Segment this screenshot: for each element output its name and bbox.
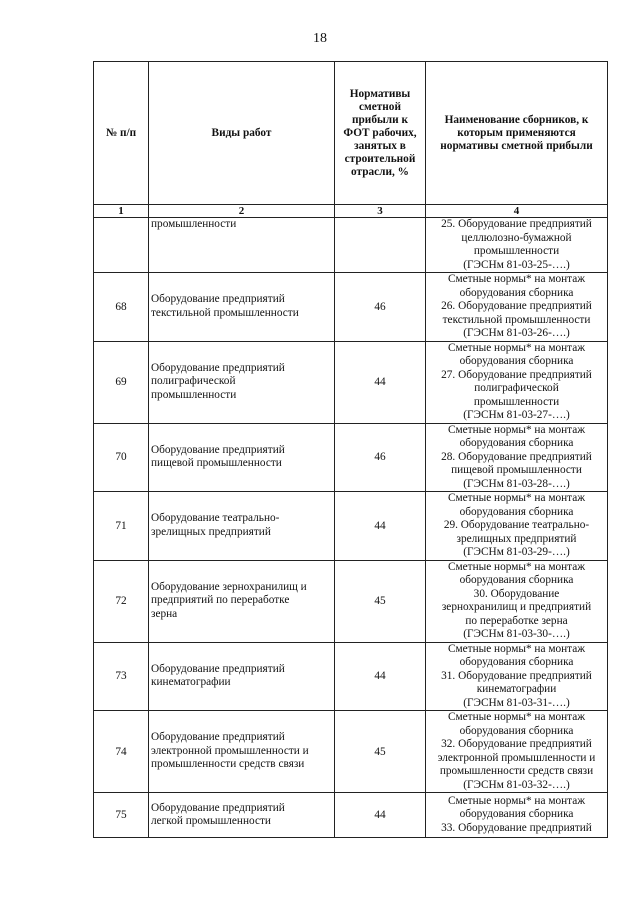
work-type [149,423,335,492]
collection-line: 27. Оборудование предприятий [441,368,592,381]
table-row [94,218,608,273]
collection-line: промышленности [473,395,560,408]
work-type-line: Оборудование предприятий [151,662,285,675]
work-type-line: полиграфической [151,375,236,388]
header-line: Наименование сборников, к [444,113,589,126]
collection-line: 31. Оборудование предприятий [441,669,592,682]
header-line: строительной [344,152,416,165]
header-number: № п/п [94,62,149,205]
header-line: отрасли, % [351,165,409,178]
collection-line: (ГЭСНм 81-03-26-….) [463,327,570,339]
work-type [149,341,335,423]
collection-line: Сметные нормы* на монтаж [447,492,586,504]
work-type [149,273,335,342]
collection-line: оборудования сборника [459,437,574,449]
table-row [94,560,608,642]
work-type-line: Оборудование театрально- [151,512,280,525]
collection-line: (ГЭСНм 81-03-25-….) [463,258,570,271]
collection-line: зрелищных предприятий [456,532,577,545]
table-row [94,341,608,423]
header-collections [426,62,608,205]
collection-line: 26. Оборудование предприятий [441,300,592,312]
collection-line: 28. Оборудование предприятий [441,450,592,463]
work-type-line: Оборудование зернохранилищ и [151,580,307,593]
profit-norm-value: 45 [335,560,426,642]
header-line: которым применяются [457,126,576,139]
collection-line: текстильной промышленности [442,313,591,326]
collection-line: по переработке зерна [465,614,568,627]
work-type-line: пищевой промышленности [151,457,282,470]
profit-norm-value: 44 [335,492,426,561]
collection-line: кинематографии [476,683,557,695]
collection-line: электронной промышленности и [437,751,596,764]
collection-line: оборудования сборника [459,808,574,821]
collection-line: промышленности средств связи [439,765,594,777]
collection-line: Сметные нормы* на монтаж [447,273,586,285]
page-number: 18 [313,31,327,46]
collection-line: Сметные нормы* на монтаж [447,794,586,807]
column-number: 2 [149,205,335,218]
collection-line: 33. Оборудование предприятий [441,821,592,834]
profit-norm-value: 45 [335,711,426,793]
work-type-line: предприятий по переработке [151,594,290,607]
work-type-line: электронной промышленности и [151,744,309,757]
column-number: 3 [335,205,426,218]
work-type-line: текстильной промышленности [151,306,299,319]
header-line: нормативы сметной прибыли [440,139,593,152]
collection-line: оборудования сборника [459,505,574,518]
work-type [149,218,335,273]
profit-norm-value: 46 [335,423,426,492]
collection-line: оборудования сборника [459,656,574,668]
collection-name [426,642,608,711]
collection-line: 29. Оборудование театрально- [443,519,590,531]
row-number: 72 [94,560,149,642]
row-number: 71 [94,492,149,561]
work-type [149,492,335,561]
work-type [149,642,335,711]
collection-line: Сметные нормы* на монтаж [447,560,586,573]
work-type-line: промышленности средств связи [151,758,305,771]
header-line: Нормативы [349,87,411,100]
collection-line: Сметные нормы* на монтаж [447,341,586,354]
table-header-row [94,62,608,205]
profit-norm-value: 46 [335,273,426,342]
collection-line: (ГЭСНм 81-03-29-….) [463,546,570,558]
collection-name [426,711,608,793]
collection-line: Сметные нормы* на монтаж [447,642,586,655]
work-type-line: зерна [151,607,178,620]
collection-line: зернохранилищ и предприятий [441,601,592,613]
work-type-line: Оборудование предприятий [151,801,285,814]
row-number [94,218,149,273]
work-type-line: промышленности [151,388,237,401]
collection-name [426,341,608,423]
table-row [94,492,608,561]
table-row [94,423,608,492]
work-type-line: легкой промышленности [151,815,271,827]
collection-line: (ГЭСНм 81-03-32-….) [463,778,570,791]
collection-line: оборудования сборника [459,286,574,299]
collection-name [426,492,608,561]
collection-line: целлюлозно-бумажной [461,231,572,244]
table-row [94,711,608,793]
column-number-row [94,205,608,218]
norms-table [93,61,608,838]
collection-line: 30. Оборудование [473,587,560,600]
work-type-line: Оборудование предприятий [151,293,285,306]
collection-line: (ГЭСНм 81-03-28-….) [463,477,570,490]
collection-line: оборудования сборника [459,355,574,367]
table-row [94,793,608,838]
table-row [94,273,608,342]
header-line: прибыли к [352,113,408,126]
profit-norm-value: 44 [335,793,426,838]
collection-line: оборудования сборника [459,574,574,586]
header-profit-norms [335,62,426,205]
header-line: ФОТ рабочих, [343,126,417,139]
collection-line: 32. Оборудование предприятий [441,738,592,750]
row-number: 74 [94,711,149,793]
collection-line: Сметные нормы* на монтаж [447,423,586,436]
column-number: 4 [426,205,608,218]
work-type-line: Оборудование предприятий [151,731,285,744]
collection-line: 25. Оборудование предприятий [441,218,592,230]
collection-line: полиграфической [474,382,559,394]
work-type-line: зрелищных предприятий [151,525,271,538]
work-type-line: Оборудование предприятий [151,443,285,456]
collection-name [426,218,608,273]
row-number: 69 [94,341,149,423]
header-work-types: Виды работ [149,62,335,205]
work-type [149,793,335,838]
collection-line: оборудования сборника [459,724,574,737]
work-type [149,560,335,642]
column-number: 1 [94,205,149,218]
profit-norm-value: 44 [335,341,426,423]
collection-line: (ГЭСНм 81-03-30-….) [463,628,570,640]
row-number: 68 [94,273,149,342]
header-line: занятых в [354,139,406,152]
table-row [94,642,608,711]
row-number: 73 [94,642,149,711]
collection-name [426,560,608,642]
collection-line: (ГЭСНм 81-03-27-….) [463,409,570,421]
profit-norm-value: 44 [335,642,426,711]
collection-name [426,793,608,838]
row-number: 70 [94,423,149,492]
collection-line: пищевой промышленности [451,464,582,476]
row-number: 75 [94,793,149,838]
work-type-line: Оборудование предприятий [151,361,285,374]
collection-line: (ГЭСНм 81-03-31-….) [463,696,570,709]
header-line: сметной [359,100,401,113]
collection-line: промышленности [473,245,560,257]
work-type [149,711,335,793]
work-type-line: кинематографии [151,676,231,689]
collection-name [426,423,608,492]
collection-name [426,273,608,342]
work-type-line: промышленности [151,218,237,230]
collection-line: Сметные нормы* на монтаж [447,711,586,723]
profit-norm-value [335,218,426,273]
